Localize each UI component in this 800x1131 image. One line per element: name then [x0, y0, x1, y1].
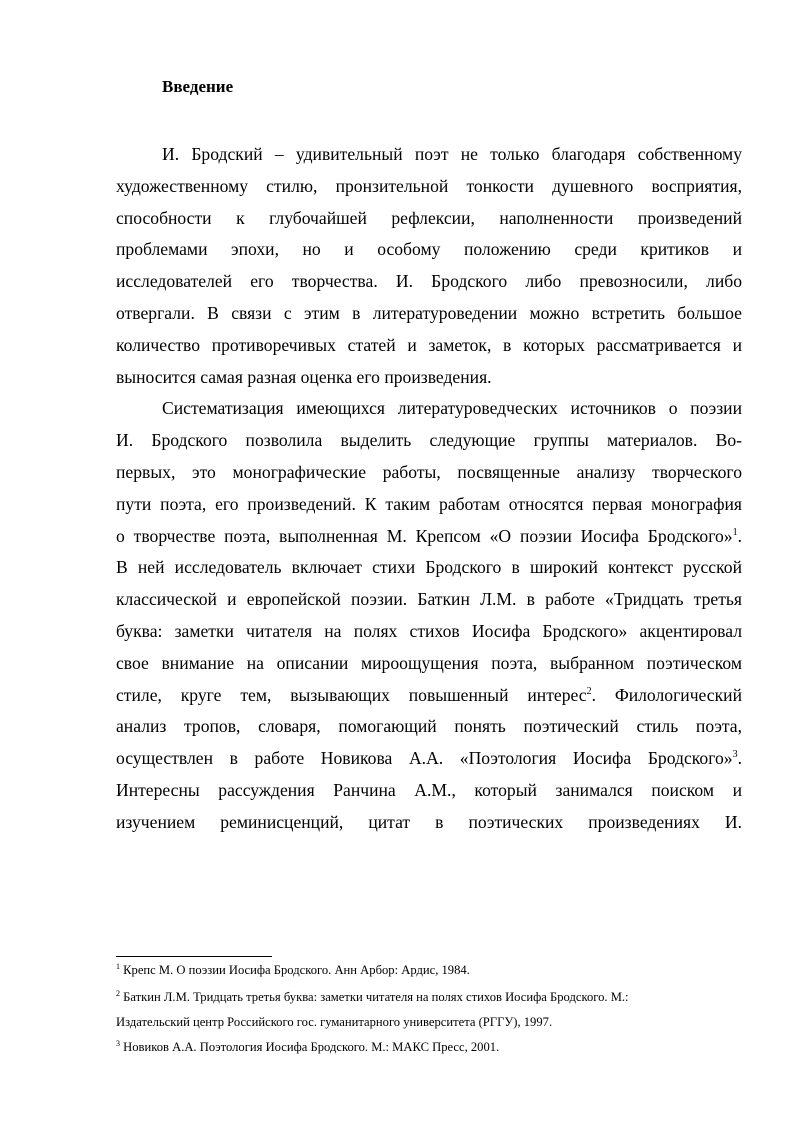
- text-line: осуществлен в работе Новикова А.А. «Поэтология Иосифа Бродского»$^3$.: [116, 748, 742, 769]
- footnote-ref[interactable]: 1: [732, 526, 738, 538]
- text-line: изучением реминисценций, цитат в поэтических произведениях И.: [116, 811, 742, 832]
- text-line: первых, это монографические работы, посвященные анализу творческого: [116, 461, 742, 482]
- text-line: выносится самая разная оценка его произведения.: [116, 366, 492, 387]
- text-line: Интересны рассуждения Ранчина А.М., который занимался поиском и: [116, 779, 742, 800]
- footnote-1: $^1$ Крепс М. О поэзии Иосифа Бродского. Анн Арбор: Ардис, 1984.: [116, 961, 470, 977]
- footnote-number: 2: [116, 988, 120, 998]
- footnote-number: 1: [116, 961, 120, 971]
- footnote-ref[interactable]: 2: [586, 685, 592, 697]
- footnote-2: $^2$ Баткин Л.М. Тридцать третья буква: заметки читателя на полях стихов Иосифа Бродского. М.:: [116, 988, 629, 1004]
- text-line: отвергали. В связи с этим в литературоведении можно встретить большое: [116, 302, 742, 323]
- text-line: В ней исследователь включает стихи Бродского в широкий контекст русской: [116, 557, 742, 578]
- text-line: Систематизация имеющихся литературоведческих источников о поэзии: [162, 398, 742, 419]
- text-line: количество противоречивых статей и заметок, в которых рассматривается и: [116, 334, 742, 355]
- text-line: художественному стилю, пронзительной тонкости душевного восприятия,: [116, 175, 742, 196]
- section-heading: Введение: [162, 77, 234, 96]
- text-line: способности к глубочайшей рефлексии, наполненности произведений: [116, 207, 742, 228]
- text-line: И. Бродского позволила выделить следующие группы материалов. Во-: [116, 430, 742, 451]
- footnote-2-continuation: Издательский центр Российского гос. гуманитарного университета (РГГУ), 1997.: [116, 1015, 553, 1029]
- footnote-ref[interactable]: 3: [732, 749, 738, 761]
- text-line: пути поэта, его произведений. К таким работам относятся первая монография: [116, 493, 742, 514]
- text-line: о творчестве поэта, выполненная М. Крепсом «О поэзии Иосифа Бродского»$^1$.: [116, 525, 742, 546]
- text-line: исследователей его творчества. И. Бродского либо превозносили, либо: [116, 271, 742, 292]
- text-line: классической и европейской поэзии. Баткин Л.М. в работе «Тридцать третья: [116, 589, 742, 610]
- text-line: И. Бродский – удивительный поэт не только благодаря собственному: [162, 144, 742, 164]
- text-line: проблемами эпохи, но и особому положению среди критиков и: [116, 239, 742, 260]
- text-line: анализ тропов, словаря, помогающий понять поэтический стиль поэта,: [116, 716, 742, 737]
- footnote-separator: [116, 956, 272, 957]
- footnote-3: $^3$ Новиков А.А. Поэтология Иосифа Бродского. М.: МАКС Пресс, 2001.: [116, 1038, 500, 1054]
- text-line: буква: заметки читателя на полях стихов Иосифа Бродского» акцентировал: [116, 620, 742, 641]
- footnote-number: 3: [116, 1038, 120, 1048]
- text-line: свое внимание на описании мироощущения поэта, выбранном поэтическом: [116, 652, 742, 673]
- text-line: стиле, круге тем, вызывающих повышенный интерес$^2$. Филологический: [116, 684, 742, 705]
- body-text: [116, 139, 742, 839]
